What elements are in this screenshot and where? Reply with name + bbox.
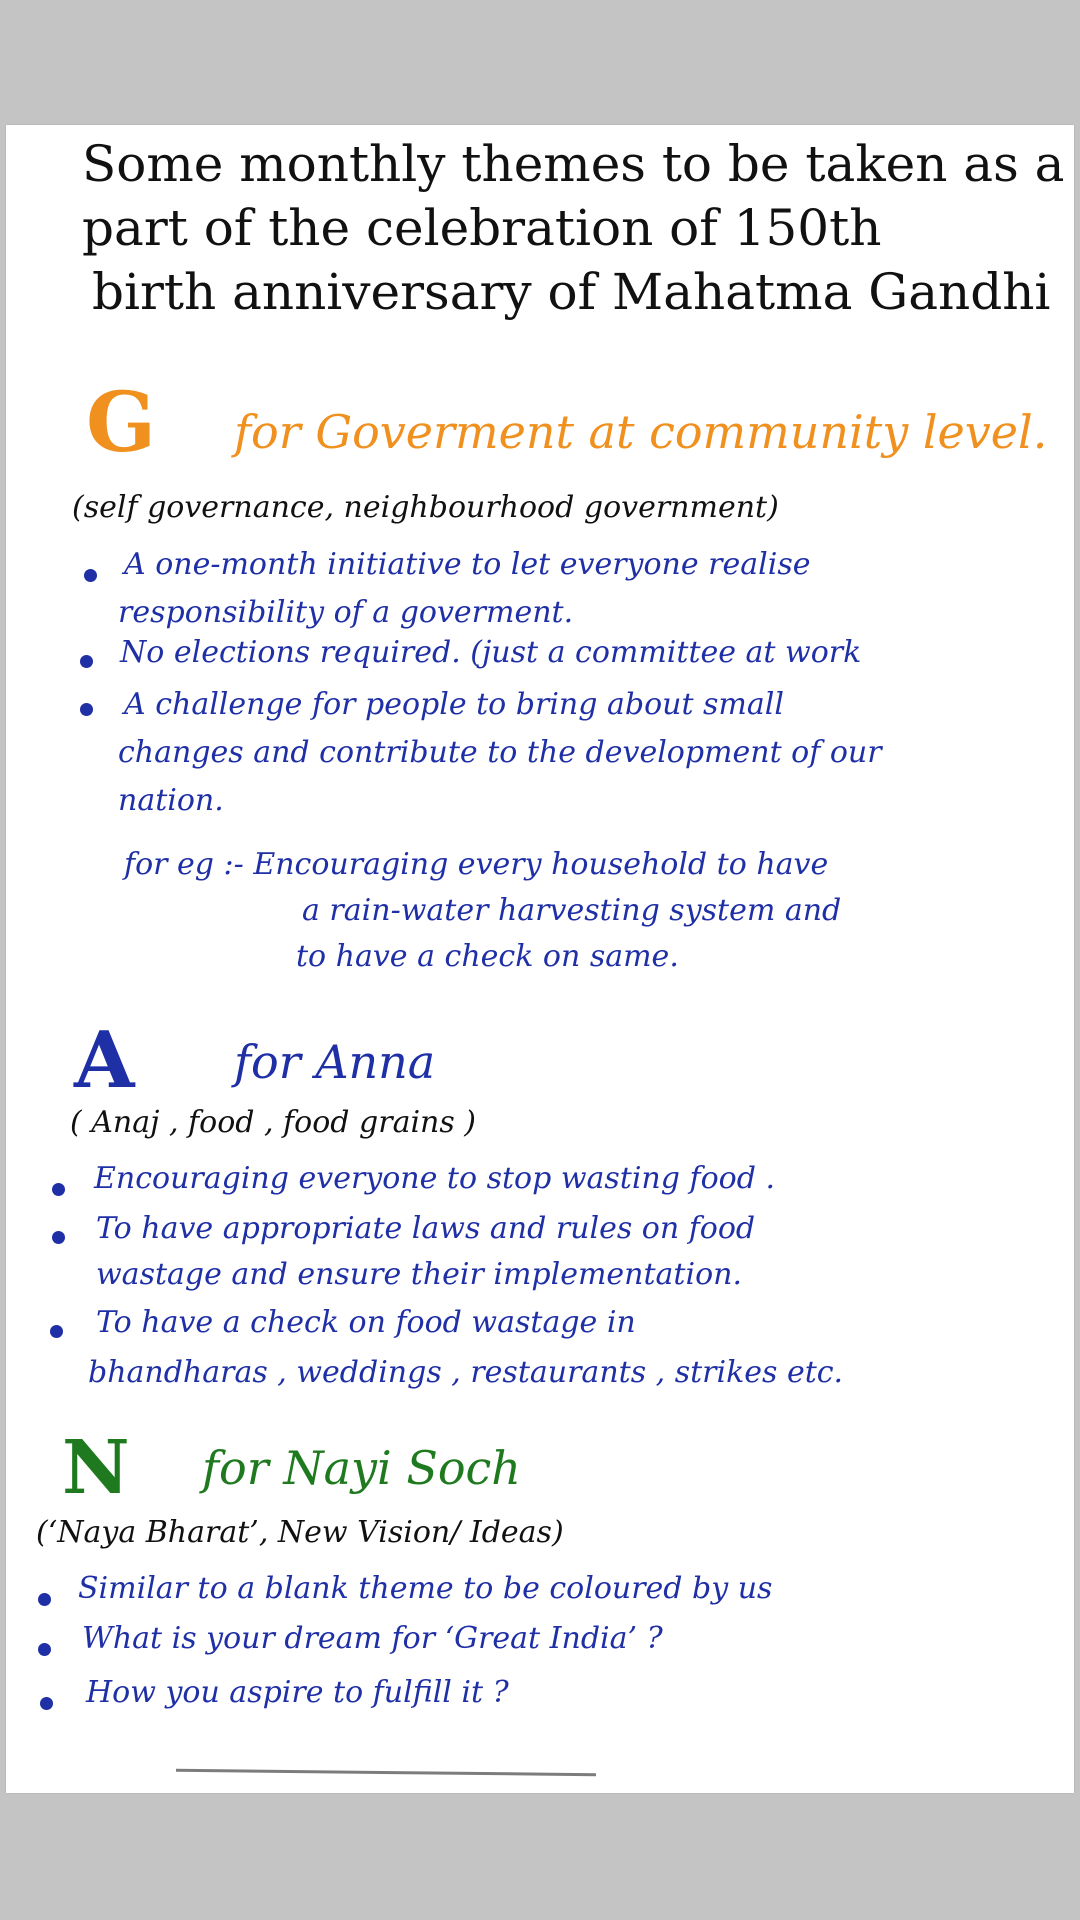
section-g-letter: G: [86, 375, 157, 471]
section-g-bullet-3-line-1: A challenge for people to bring about small: [124, 687, 784, 722]
bullet-dot: [80, 655, 93, 668]
bullet-dot: [80, 703, 93, 716]
bullet-dot: [84, 569, 97, 582]
section-g-bullet-1-line-2: responsibility of a goverment.: [118, 595, 574, 630]
section-a-subtitle: ( Anaj , food , food grains ): [70, 1105, 477, 1140]
section-g-subtitle: (self governance, neighbourhood government): [72, 490, 779, 525]
heading-line-2: part of the celebration of 150th: [82, 199, 882, 257]
document-page: [6, 125, 1074, 1793]
section-g-bullet-3-line-2: changes and contribute to the development of our: [118, 735, 882, 770]
bullet-dot: [52, 1231, 65, 1244]
section-g-example-line-3: to have a check on same.: [296, 939, 679, 974]
section-a-bullet-3-line-1: To have a check on food wastage in: [96, 1305, 636, 1340]
bullet-dot: [38, 1643, 51, 1656]
section-n-subtitle: (‘Naya Bharat’, New Vision/ Ideas): [36, 1515, 564, 1550]
bullet-dot: [38, 1593, 51, 1606]
section-g-bullet-2: No elections required. (just a committee at work: [120, 635, 862, 670]
heading-line-3: birth anniversary of Mahatma Gandhi: [92, 263, 1051, 321]
section-g-example-line-2: a rain-water harvesting system and: [302, 893, 842, 928]
section-n-bullet-1: Similar to a blank theme to be coloured by us: [78, 1571, 773, 1606]
section-n-bullet-2: What is your dream for ‘Great India’ ?: [82, 1621, 663, 1656]
heading-line-1: Some monthly themes to be taken as a: [82, 135, 1065, 193]
section-a-bullet-1: Encouraging everyone to stop wasting food .: [94, 1161, 775, 1196]
bullet-dot: [52, 1183, 65, 1196]
section-n-title: for Nayi Soch: [202, 1441, 521, 1495]
section-n-bullet-3: How you aspire to fulfill it ?: [86, 1675, 509, 1710]
section-g-title: for Goverment at community level.: [234, 405, 1048, 459]
section-a-bullet-2-line-2: wastage and ensure their implementation.: [96, 1257, 742, 1292]
section-g-bullet-3-line-3: nation.: [118, 783, 224, 818]
bullet-dot: [40, 1697, 53, 1710]
bottom-pen-stroke: [176, 1769, 596, 1776]
section-a-letter: A: [74, 1015, 135, 1106]
section-g-bullet-1-line-1: A one-month initiative to let everyone realise: [124, 547, 811, 582]
section-g-example-line-1: for eg :- Encouraging every household to have: [124, 847, 829, 882]
section-a-title: for Anna: [234, 1035, 436, 1089]
section-a-bullet-2-line-1: To have appropriate laws and rules on food: [96, 1211, 756, 1246]
bullet-dot: [50, 1325, 63, 1338]
section-a-bullet-3-line-2: bhandharas , weddings , restaurants , strikes etc.: [88, 1355, 844, 1390]
section-n-letter: N: [62, 1425, 130, 1511]
